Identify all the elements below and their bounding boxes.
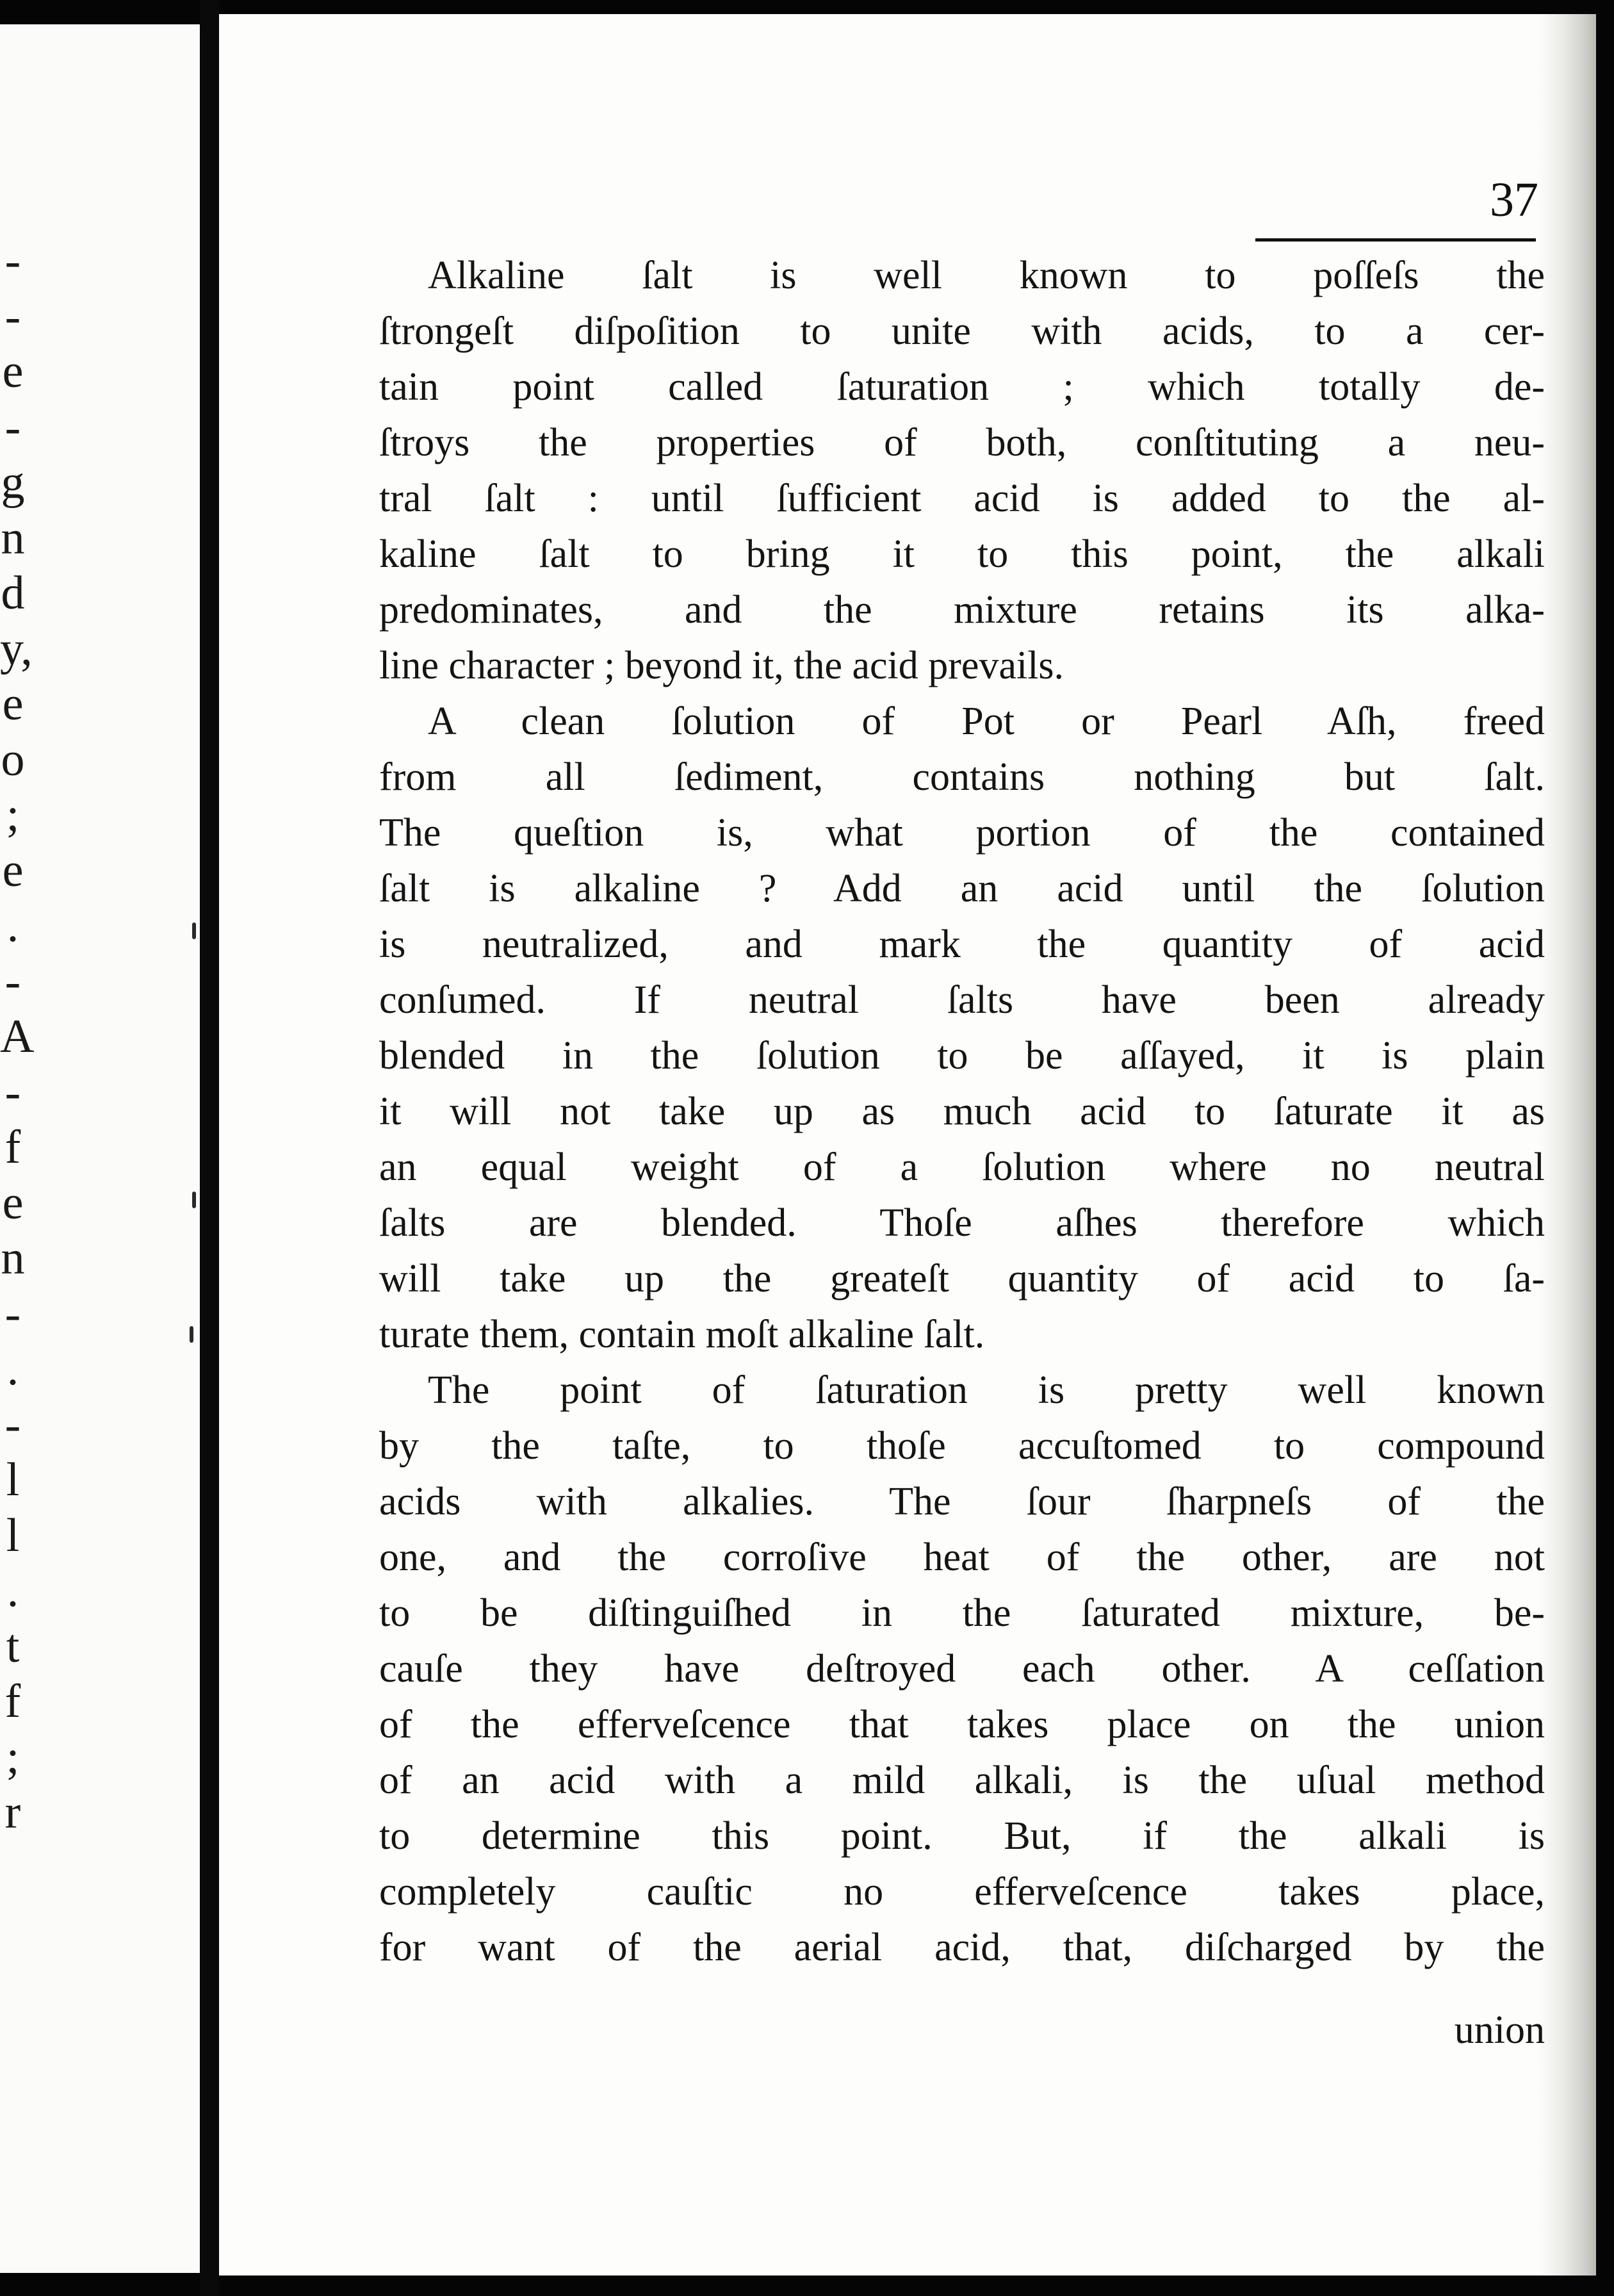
text-line: The point of ſaturation is pretty well known (428, 1368, 1545, 1412)
margin-fragment-glyph: - (4, 1065, 21, 1119)
margin-fragment-glyph: - (4, 290, 21, 343)
text-line: line character ; beyond it, the acid prevails. (379, 644, 1064, 687)
margin-fragment-glyph: o (1, 733, 25, 786)
margin-fragment-glyph: - (4, 1398, 21, 1451)
left-facing-page (0, 24, 200, 2273)
text-line: will take up the greateſt quantity of acid to ſa- (379, 1257, 1545, 1300)
book-gutter (200, 0, 219, 2296)
margin-fragment-glyph: - (4, 1287, 21, 1340)
margin-fragment-glyph: t (6, 1620, 20, 1673)
text-line: kaline ſalt to bring it to this point, the alkali (379, 532, 1545, 576)
margin-fragment-glyph: n (1, 511, 25, 564)
right-page (219, 14, 1596, 2276)
margin-fragment-glyph: . (6, 1564, 19, 1617)
margin-fragment-glyph: r (4, 1786, 21, 1839)
text-line: ſtrongeſt diſpoſition to unite with acids, to a cer- (379, 309, 1545, 353)
margin-fragment-glyph: f (4, 1675, 21, 1728)
text-line: is neutralized, and mark the quantity of acid (379, 922, 1545, 966)
text-line: acids with alkalies. The ſour ſharpneſs of the (379, 1480, 1545, 1523)
text-line: to determine this point. But, if the alkali is (379, 1814, 1545, 1858)
text-line: for want of the aerial acid, that, diſcharged by the (379, 1926, 1545, 1969)
header-rule (1255, 238, 1536, 242)
margin-fragment-glyph: ; (6, 1730, 20, 1784)
text-line: completely cauſtic no effervеſcence takes place, (379, 1870, 1545, 1914)
margin-fragment-glyph: l (6, 1509, 20, 1562)
text-line: of an acid with a mild alkali, is the uſual method (379, 1759, 1545, 1802)
text-line: one, and the corroſive heat of the other, are not (379, 1536, 1545, 1579)
text-line: The queſtion is, what portion of the contained (379, 811, 1545, 855)
text-line: conſumed. If neutral ſalts have been already (379, 978, 1545, 1022)
text-line: turate them, contain moſt alkaline ſalt. (379, 1313, 985, 1356)
text-line: ſtroys the properties of both, conſtituting a neu- (379, 421, 1545, 464)
margin-fragment-glyph: - (4, 955, 21, 1008)
margin-fragment-glyph: . (6, 899, 19, 952)
margin-fragment-glyph: - (4, 400, 21, 454)
paragraph (379, 694, 1545, 1363)
margin-fragment-glyph: ; (6, 789, 20, 841)
page-edge-shadow (1538, 14, 1596, 2276)
text-line: an equal weight of a ſolution where no neutral (379, 1145, 1545, 1189)
margin-fragment-glyph: f (4, 1121, 21, 1174)
margin-fragment-glyph: . (6, 1343, 19, 1395)
text-line: it will not take up as much acid to ſaturate it as (379, 1090, 1545, 1133)
text-line: from all ſediment, contains nothing but ſalt. (379, 755, 1545, 799)
text-line: cauſe they have deſtroyed each other. A ceſſation (379, 1647, 1545, 1691)
text-line: A clean ſolution of Pot or Pearl Aſh, freed (428, 700, 1545, 743)
text-line: by the taſte, to thoſe accuſtomed to compound (379, 1424, 1545, 1468)
text-line: blended in the ſolution to be aſſayed, it is plain (379, 1034, 1545, 1078)
margin-fragment-glyph: e (2, 1176, 24, 1229)
text-line: predominates, and the mixture retains its alka- (379, 588, 1545, 632)
margin-fragment-glyph: d (1, 567, 25, 619)
paragraph (379, 1363, 1545, 1976)
margin-fragment-glyph: g (1, 456, 25, 509)
ink-mark (192, 1192, 196, 1208)
margin-fragment-glyph: e (2, 844, 24, 897)
text-line: of the effervеſcence that takes place on the union (379, 1703, 1545, 1746)
margin-fragment-glyph: l (6, 1454, 20, 1506)
margin-fragment-glyph: y, (0, 622, 33, 675)
paragraph (379, 248, 1545, 694)
margin-fragment-glyph: n (1, 1232, 25, 1284)
margin-fragment-glyph: A (0, 1010, 35, 1063)
margin-fragment-glyph: e (2, 345, 24, 398)
margin-fragment-glyph: e (2, 678, 24, 730)
ink-mark (192, 922, 196, 939)
ink-mark (190, 1326, 193, 1343)
text-line: ſalts are blended. Thoſe aſhes therefore which (379, 1201, 1545, 1245)
body-text (379, 248, 1545, 1976)
text-line: to be diſtinguiſhed in the ſaturated mixture, be- (379, 1591, 1545, 1635)
text-line: tain point called ſaturation ; which totally de- (379, 365, 1545, 409)
catchword: union (1454, 2008, 1545, 2052)
margin-fragment-glyph: - (4, 234, 21, 287)
page-number: 37 (1490, 173, 1538, 227)
text-line: Alkaline ſalt is well known to poſſeſs the (428, 254, 1545, 297)
text-line: tral ſalt : until ſufficient acid is added to the al- (379, 477, 1545, 520)
text-line: ſalt is alkaline ? Add an acid until the ſolution (379, 867, 1545, 910)
